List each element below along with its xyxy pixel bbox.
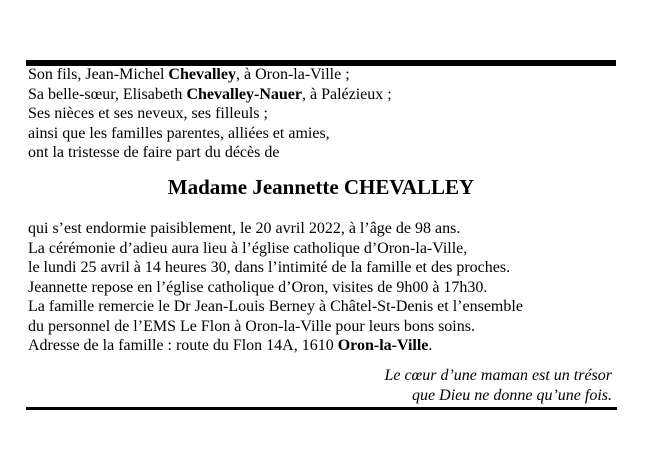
relatives-line-text: Sa belle-sœur, Elisabeth xyxy=(28,85,187,103)
quote-line: Le cœur d’une maman est un trésor xyxy=(384,367,612,384)
relatives-line xyxy=(28,65,618,85)
details-line xyxy=(28,258,618,278)
details-line-text: Jeannette repose en l’église catholique d’Oron, visites de 9h00 à 17h30. xyxy=(28,278,488,296)
details-line-text: . xyxy=(428,337,433,354)
details-line xyxy=(28,297,618,317)
relatives-line-text: Ses nièces et ses neveux, ses filleuls ; xyxy=(28,105,268,122)
relatives-line xyxy=(28,104,618,124)
relatives-list xyxy=(28,65,618,163)
memorial-quote xyxy=(200,366,612,406)
details-line-text: qui s’est endormie paisiblement, le 20 avril 2022, à l’âge de 98 ans. xyxy=(28,220,461,237)
details-line-text: du personnel de l’EMS Le Flon à Oron-la-Ville pour leurs bons soins. xyxy=(28,317,475,335)
relatives-line xyxy=(28,143,618,163)
relatives-line-text: , à Oron-la-Ville ; xyxy=(235,66,350,83)
details-line xyxy=(28,278,618,298)
relatives-line xyxy=(28,85,618,105)
details-line xyxy=(28,239,618,259)
relative-name-bold: Chevalley-Nauer xyxy=(186,85,302,103)
details-line-text: le lundi 25 avril à 14 heures 30, dans l’intimité de la famille et des proches. xyxy=(28,259,511,276)
relatives-line xyxy=(28,124,618,144)
details-line-text: Adresse de la famille : route du Flon 14A, 1610 xyxy=(28,337,338,354)
bottom-rule xyxy=(26,407,617,410)
details-line xyxy=(28,336,618,356)
deceased-name: Madame Jeannette CHEVALLEY xyxy=(167,175,475,199)
details-line xyxy=(28,317,618,337)
relatives-line-text: ont la tristesse de faire part du décès de xyxy=(28,144,280,161)
details-line xyxy=(28,219,618,239)
relative-name-bold: Chevalley xyxy=(168,66,236,83)
details-line-text: La cérémonie d’adieu aura lieu à l’église catholique d’Oron-la-Ville, xyxy=(28,239,468,257)
relatives-line-text: ainsi que les familles parentes, alliées et amies, xyxy=(28,124,330,142)
funeral-details xyxy=(28,219,618,356)
details-line-text: La famille remercie le Dr Jean-Louis Berney à Châtel-St-Denis et l’ensemble xyxy=(28,298,523,315)
relatives-line-text: Son fils, Jean-Michel xyxy=(28,66,169,83)
relatives-line-text: , à Palézieux ; xyxy=(301,85,392,103)
family-address-bold: Oron-la-Ville xyxy=(337,337,429,354)
quote-line: que Dieu ne donne qu’une fois. xyxy=(412,386,612,404)
